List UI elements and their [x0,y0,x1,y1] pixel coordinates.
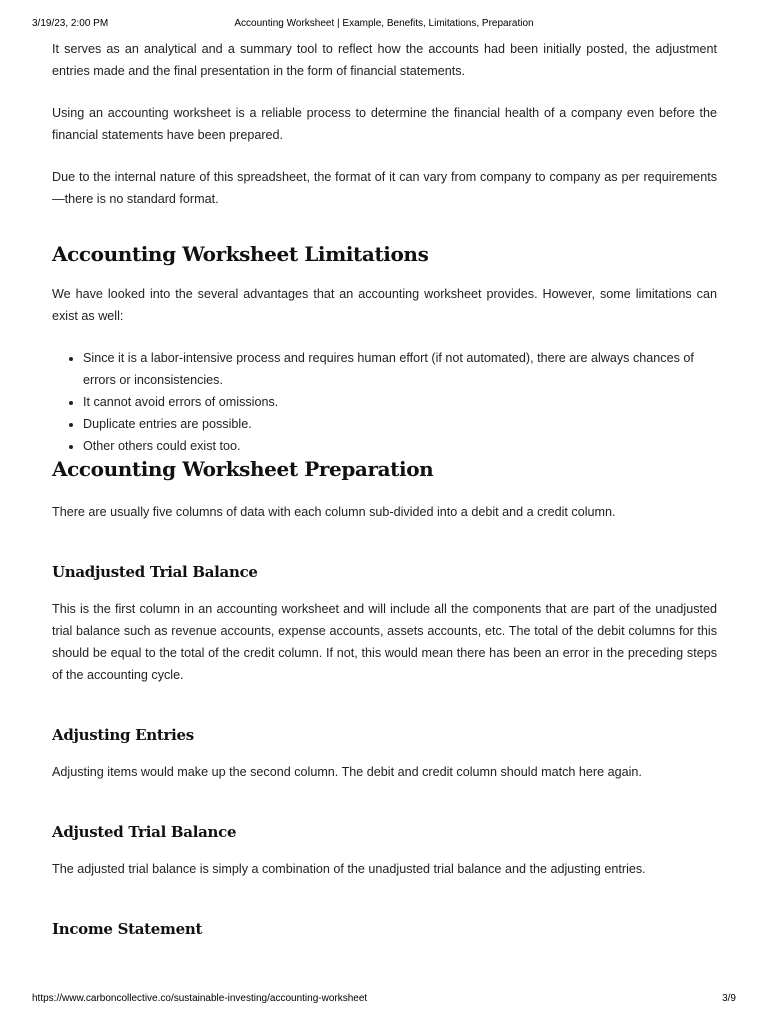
limitations-intro: We have looked into the several advantages that an accounting worksheet provides. However, some limitations can exist as well: [52,287,717,323]
preparation-heading: Accounting Worksheet Preparation [52,457,434,481]
list-item: • It cannot avoid errors of omissions. [83,391,717,413]
unadjusted-body: This is the first column in an accounting worksheet and will include all the components that are part of the unadjusted trial balance such as revenue accounts, expense accounts, assets accounts, etc. The total of the debit columns for this should be equal to the total of the credit column. If not, this would mean there has been an error in the preceding steps of the accounting cycle. [52,602,717,682]
adjusted-heading: Adjusted Trial Balance [52,823,237,841]
print-url: https://www.carboncollective.co/sustainable-investing/accounting-worksheet [32,993,368,1004]
print-page-title: Accounting Worksheet | Example, Benefits, Limitations, Preparation [234,18,534,29]
limitations-list [52,347,717,457]
income-heading: Income Statement [52,920,203,938]
adjusting-body: Adjusting items would make up the second column. The debit and credit column should match here again. [52,765,642,779]
limitations-heading: Accounting Worksheet Limitations [52,242,429,266]
preparation-intro: There are usually five columns of data with each column sub-divided into a debit and a credit column. [52,505,616,519]
print-date: 3/19/23, 2:00 PM [32,18,109,29]
intro-paragraph-3: Due to the internal nature of this spreadsheet, the format of it can vary from company to company as per requirements—there is no standard format. [52,170,717,206]
list-item: • Duplicate entries are possible. [83,413,717,435]
article-content [52,38,717,938]
intro-paragraph-2: Using an accounting worksheet is a reliable process to determine the financial health of a company even before the financial statements have been prepared. [52,106,717,142]
list-item: • Other others could exist too. [83,435,717,457]
unadjusted-heading: Unadjusted Trial Balance [52,563,258,581]
adjusted-body: The adjusted trial balance is simply a combination of the unadjusted trial balance and the adjusting entries. [52,862,646,876]
list-item: • Since it is a labor-intensive process and requires human effort (if not automated), there are always chances of errors or inconsistencies. [83,347,717,391]
adjusting-heading: Adjusting Entries [52,726,194,744]
intro-paragraph-1: It serves as an analytical and a summary tool to reflect how the accounts had been initially posted, the adjustment entries made and the final presentation in the form of financial statements. [52,42,717,78]
page-number: 3/9 [722,993,736,1004]
